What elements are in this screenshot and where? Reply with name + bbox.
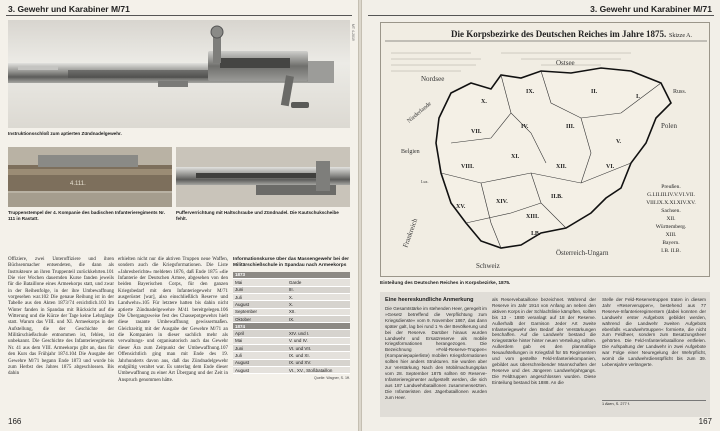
info-column-2: als Reservebataillone bezeichnet. Während der Reserve im Jahr 1914 von Anfang an neben den aktiven Korps in der Schlachtlinie kämpften, sollten bis 13 - 1880 veranlagt auf 18 der Reserve. Außerhalb der Garnison Jeder Art zweite Infanteriegewehr den Bedarf der Verstärkungen beschaffen. Auf die Landwehr bestand die Kriegsstärke hinter hinter neuen Verteilung sollten. Außerdem gab es den planmäßige Neuaufstellungen in Kriegsfall für 55 Regimentern und vom gestellte Feld-Infanteriekompanien, gebildet aus überschreibender Mannschaften der Reserve und des Jüngeren Landwehrjahrgangs. Die Feldtruppen angeschlossen wurden. Diese Einteilung bestand bis 1888. An die xyxy=(492,297,596,385)
table-cell-corps xyxy=(287,323,350,330)
info-column-3: Stelle der Feld-Reservetruppen traten in diesem Jahr »Reserveruppen«, bestehend aus 77 Reserve-Infanterieregimentern (dabei konnten der Landwehr erster Aufgebots gebildet werden, während die Landwehr zweiten Aufgebots ebenfalls »Landwehrtruppen« formierte, die nicht zum Feldheer, sondern zum Besatzungsheer gehörten. Die Feld-Infanteriebataillone entfielen. Die Aufspaltung der Landwehr in zwei Aufgebote war Folge einer Neuregelung der Wehrpflicht, womit die Landwehrdienstpflicht bis zum 39. Lebensjahre verlängerte. xyxy=(602,297,706,367)
map-legend-line: XIII. xyxy=(665,232,677,238)
table-cell-corps: V. und IV. xyxy=(287,337,350,344)
map-legend-line: Württemberg. xyxy=(655,224,687,230)
map-label-polen: Polen xyxy=(661,122,677,130)
page-number-left: 166 xyxy=(8,417,22,426)
svg-text:XIII.: XIII. xyxy=(526,214,539,220)
svg-text:III.: III. xyxy=(566,124,575,130)
map-label-schweiz: Schweiz xyxy=(476,262,500,270)
svg-text:IV.: IV. xyxy=(521,124,529,130)
left-page xyxy=(0,0,358,431)
map-legend-line: I.B. II.B. xyxy=(661,248,681,254)
info-heading: Eine heereskundliche Anmerkung xyxy=(385,297,474,303)
table-cell-month: August xyxy=(233,301,287,308)
table-cell-month: April xyxy=(233,330,287,337)
caption-buffer-device: Pufferverrichtung mit Haltschraube und Zündnadel. Die Kautschukscheibe fehlt. xyxy=(176,210,339,221)
photo-buffer-device xyxy=(176,147,350,207)
svg-text:4.111.: 4.111. xyxy=(70,181,86,187)
table-cell-corps: Garde xyxy=(287,279,350,286)
table-cell-corps: IX. und XI. xyxy=(287,352,350,359)
svg-text:IX.: IX. xyxy=(526,89,535,95)
map-label-niederlande: Niederlande xyxy=(406,101,433,125)
head-rule-left xyxy=(6,15,352,16)
body-column-1: Offiziere, zwei Unteroffiziere und ihren Büchsenmacher entsendeten, die dann als Instrukteure an ihren Truppenteil zurückkehrten.101 Die vier Wochen dauernden Kurse fanden jeweils für die Bataillone eines Armeekorps statt, und zwar in der Reihenfolge, in der ihre Umbewaffnung vorgesehen war.102 Die genaue Reihung ist in der Tabelle aus den Akten 1873/74 ersichtlich.103 Im Winter fanden in Spandau mit Rücksicht auf die Witterung und die Kürze der Tage keine Lehrgänge statt. Warum das VIII. und XI. Armeekorps in der Aufstellung, die der Geschichte der Militärschießschule entnommen ist, fehlen, ist unbekannt. Die Geschichte des Infanterieregiments Nr. 41 aus dem VIII. Armeekorps gibt an, dass für den Kurs das Frühjahr 1874.104 Die Ausgabe der Gewehre M/71 begann Ende 1873 und wurde bis zum Herbst des Jahres 1875 abgeschlossen. Bis dahin xyxy=(8,257,114,377)
table-row xyxy=(233,301,350,308)
caption-troop-stamp: Truppenstempel der 4. Kompanie des badischen Infanterieregiments Nr. 111 in Rastatt. xyxy=(8,210,165,221)
svg-text:XV.: XV. xyxy=(456,204,466,210)
map-legend-line: Sachsen. xyxy=(661,208,681,214)
info-box xyxy=(380,292,710,417)
table-row xyxy=(233,286,350,293)
map-label-lux: Lux. xyxy=(421,179,429,184)
table-cell-month: August xyxy=(233,359,287,366)
table-year-row xyxy=(233,272,350,279)
photo-bolt-mechanism xyxy=(8,20,350,128)
table-row xyxy=(233,279,350,286)
table-row xyxy=(233,337,350,344)
info-column-1: Die Gesamtstärke im stehenden Heer, geregelt im »Gesetz betreffend die Verpflichtung zum Kriegsdienste« vom 9. November 1867, das dann später galt, lag bei rund 1 % der Bevölkerung und bei der Reserve. Darüber hinaus wurden Landwehr und Ersatzreserve als mobile Kriegsformationen herangezogen. Die Bezeichnung »Feld-Reserve-Truppen« (Kompaniepapierliste) mobilen Kriegsformationen sollten hier anders Strukturen. Sie wurden aber zur Verstärkung Nach den Mobilmachungsplan vom 28. September 1875 sollten 60 Reserve-Infanterieregimenter aufgestellt werden, die sich aus 187 Landwehrbataillonen zusammensetzten. Die Infanteristen des Jägerbataillonen wurden zum Heer. xyxy=(385,306,487,400)
svg-text:XII.: XII. xyxy=(556,164,567,170)
table-cell-month: Juni xyxy=(233,345,287,352)
table-cell-month: September xyxy=(233,308,287,315)
map-legend-line: Bayern. xyxy=(662,240,680,246)
info-footnote: 1 Aken, S. 277 f. xyxy=(602,400,706,406)
map-label-ostsee: Ostsee xyxy=(556,59,575,67)
table-row xyxy=(233,345,350,352)
table-row xyxy=(233,330,350,337)
table-year-row xyxy=(233,323,350,330)
svg-text:X.: X. xyxy=(481,99,487,105)
table-cell-corps: XIV. und I. xyxy=(287,330,350,337)
map-legend-line: G.I.II.III.IV.V.VI.VII. xyxy=(647,192,695,198)
table-title: Informationskurse über das Massengewehr bei der Militärschießschule in Spandau nach Armeekorps xyxy=(233,257,349,268)
svg-text:XI.: XI. xyxy=(511,154,520,160)
table-cell-month: Mai xyxy=(233,279,287,286)
table-cell-corps: X. xyxy=(287,301,350,308)
map-label-belgien: Belgien xyxy=(401,149,420,155)
head-rule-right xyxy=(368,15,714,16)
map-label-russ: Russ. xyxy=(673,89,687,95)
course-table xyxy=(233,272,350,375)
map-label-nordsee: Nordsee xyxy=(421,75,445,83)
map-title: Die Korpsbezirke des Deutschen Reiches im Jahre 1875. xyxy=(451,29,667,39)
svg-text:II.B.: II.B. xyxy=(551,194,563,200)
table-cell-month: Mai xyxy=(233,337,287,344)
table-cell-month: Juni xyxy=(233,286,287,293)
map-legend-line: XII. xyxy=(666,216,676,222)
running-head-left: 3. Gewehr und Karabiner M/71 xyxy=(8,4,130,14)
table-block xyxy=(233,257,350,380)
table-cell-corps: IX. xyxy=(287,315,350,322)
map-image xyxy=(381,23,711,278)
running-head-right: 3. Gewehr und Karabiner M/71 xyxy=(590,4,712,14)
right-page xyxy=(362,0,720,431)
map-caption: Einteilung des Deutschen Reiches in Korpsbezirke, 1875. xyxy=(380,281,511,286)
table-row xyxy=(233,352,350,359)
troop-stamp-image xyxy=(8,147,172,207)
table-cell-corps: VI., XV., Stoßbataillon xyxy=(287,366,350,373)
table-row xyxy=(233,366,350,373)
page-number-right: 167 xyxy=(698,417,712,426)
table-cell-corps: III. xyxy=(287,286,350,293)
map-legend-line: VIII.IX.X.XI.XIV.XV. xyxy=(646,200,696,206)
bolt-mechanism-image xyxy=(8,20,350,128)
table-row xyxy=(233,315,350,322)
table-row xyxy=(233,359,350,366)
table-cell-month: Juli xyxy=(233,293,287,300)
table-source: Quelle: Wagner, S. 1ff. xyxy=(314,376,350,381)
table-row xyxy=(233,293,350,300)
svg-text:VI.: VI. xyxy=(606,164,615,170)
map-legend-line: Preußen. xyxy=(661,184,681,190)
buffer-device-image xyxy=(176,147,350,207)
table-cell-corps: X. xyxy=(287,293,350,300)
svg-text:VIII.: VIII. xyxy=(461,164,474,170)
svg-text:VII.: VII. xyxy=(471,129,482,135)
svg-text:I.B.: I.B. xyxy=(531,231,541,237)
table-cell-corps: XII. xyxy=(287,308,350,315)
svg-text:II.: II. xyxy=(591,89,598,95)
map-sketch-label: Skizze A. xyxy=(669,33,692,39)
table-cell-corps: IX. und XV. xyxy=(287,359,350,366)
table-cell-month: Oktober xyxy=(233,315,287,322)
side-note: MT 4-2019 xyxy=(351,24,355,41)
map-label-frankreich: Frankreich xyxy=(401,217,420,249)
svg-text:XIV.: XIV. xyxy=(496,199,508,205)
caption-bolt-mechanism: Instruktionsschloß zum aptierten Zündnadelgewehr. xyxy=(8,131,122,136)
table-cell-month: 1874 xyxy=(233,323,287,330)
table-cell-corps xyxy=(287,272,350,279)
table-cell-month: Juli xyxy=(233,352,287,359)
table-cell-month: August xyxy=(233,366,287,373)
svg-text:V.: V. xyxy=(616,139,622,145)
map-label-oesterreich: Österreich-Ungarn xyxy=(556,249,609,257)
svg-text:I.: I. xyxy=(636,94,640,100)
table-cell-corps: VI. und VII. xyxy=(287,345,350,352)
body-column-2: erhielten nicht nur die aktiven Truppen neue Waffen, sondern auch die Kriegsformationen. Die Liste »Jahresberichte« meldeten 1876, daß Ende 1875 »die Infanterie der Deutschen Armee, abgesehen von den beiden Bayerischen Corps, für den ganzen Kriegsbedarf mit dem Infanteriegewehr M/71 ausgerüstet [war], also einschließlich Reserve und Landwehr«.105 Für letztere hatten bis dahin nicht aptierte Zündnadelgewehre M/41 bereitgelegen.106 Die Übergangsweise fest des Chassepotgewehrs hielt diese rasante Umbewaffnung gewissermaßen. Gleichzeitig mit der Ausgabe der Gewehre M/71 an die Kompanien in dieser sachlich mehr als verwaltungs- und organisatorisch auch das Gewehr dieser Ära zum Zeitpunkt der Umbewaffnung.107 Offensichtlich ging man mit Ende des 19. Jahrhunderts davon aus, daß das Zündnadelgewehr endgültig veraltet war. Es unterlag dem Ende dieser Umbewaffnung zu einer Art Übergang und der Zeit in Anspruch genommen hätte. xyxy=(118,257,228,383)
table-row xyxy=(233,308,350,315)
map-korpsbezirke xyxy=(380,22,710,277)
table-cell-month: 1873 xyxy=(233,272,287,279)
photo-troop-stamp xyxy=(8,147,172,207)
